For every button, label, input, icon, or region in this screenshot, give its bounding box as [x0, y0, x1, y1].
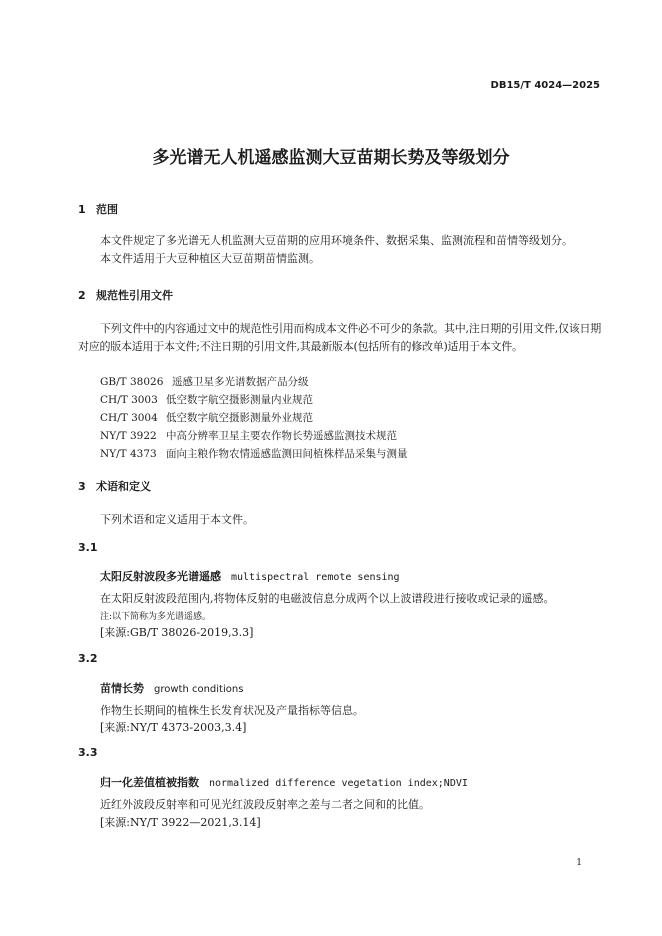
term-number: 3.2: [78, 652, 98, 665]
page-number: 1: [576, 858, 582, 868]
section-number: 3: [78, 480, 86, 493]
term-entry: [100, 565, 400, 584]
term-english: multispectral remote sensing: [231, 572, 400, 583]
reference-title: 低空数字航空摄影测量内业规范: [166, 394, 313, 406]
term-source: [来源:GB/T 38026-2019,3.3]: [100, 626, 254, 639]
reference-title: 面向主粮作物农情遥感监测田间植株样品采集与测量: [166, 448, 408, 460]
reference-title: 低空数字航空摄影测量外业规范: [166, 412, 313, 424]
references-intro: 下列文件中的内容通过文中的规范性引用而构成本文件必不可少的条款。其中,注日期的引用文件,仅该日期对应的版本适用于本文件;不注日期的引用文件,其最新版本(包括所有的修改单)适用于本文件。: [78, 322, 601, 353]
scope-paragraph-2: 本文件适用于大豆种植区大豆苗期苗情监测。: [100, 252, 320, 265]
term-definition: 近红外波段反射率和可见光红波段反射率之差与二者之间和的比值。: [100, 798, 430, 811]
reference-code: NY/T 3922: [100, 430, 157, 442]
term-chinese: 归一化差值植被指数: [100, 776, 199, 789]
reference-code: CH/T 3004: [100, 412, 158, 424]
section-title: 术语和定义: [96, 480, 151, 493]
reference-item: [100, 409, 313, 427]
term-number: 3.1: [78, 541, 98, 554]
section-title: 范围: [96, 203, 118, 216]
terms-intro: 下列术语和定义适用于本文件。: [100, 513, 254, 526]
term-chinese: 苗情长势: [100, 682, 144, 695]
scope-paragraph-1: 本文件规定了多光谱无人机监测大豆苗期的应用环境条件、数据采集、监测流程和苗情等级划分。: [100, 234, 573, 247]
reference-code: NY/T 4373: [100, 448, 157, 460]
term-source: [来源:NY/T 3922—2021,3.14]: [100, 816, 261, 829]
term-chinese: 太阳反射波段多光谱遥感: [100, 570, 221, 583]
term-english: growth conditions: [154, 684, 244, 695]
section-number: 1: [78, 203, 86, 216]
reference-item: [100, 391, 313, 409]
reference-title: 中高分辨率卫星主要农作物长势遥感监测技术规范: [166, 430, 397, 442]
reference-item: [100, 427, 397, 445]
reference-title: 遥感卫星多光谱数据产品分级: [172, 376, 309, 388]
term-definition: 在太阳反射波段范围内,将物体反射的电磁波信息分成两个以上波谱段进行接收或记录的遥感。: [100, 592, 555, 605]
section-title: 规范性引用文件: [96, 289, 173, 302]
term-definition: 作物生长期间的植株生长发育状况及产量指标等信息。: [100, 704, 364, 717]
term-entry: [100, 677, 243, 696]
section-heading-scope: [78, 201, 118, 217]
document-title: 多光谱无人机遥感监测大豆苗期长势及等级划分: [152, 148, 510, 168]
section-heading-references: [78, 287, 173, 303]
document-code: DB15/T 4024—2025: [490, 80, 600, 91]
term-english: normalized difference vegetation index;NDVI: [209, 778, 468, 789]
section-number: 2: [78, 289, 86, 302]
term-number: 3.3: [78, 746, 98, 759]
reference-item: [100, 373, 309, 391]
reference-code: GB/T 38026: [100, 376, 164, 388]
reference-code: CH/T 3003: [100, 394, 158, 406]
term-source: [来源:NY/T 4373-2003,3.4]: [100, 721, 247, 734]
section-heading-terms: [78, 478, 151, 494]
reference-item: [100, 445, 408, 463]
term-note: 注:以下简称为多光谱遥感。: [100, 612, 212, 622]
term-entry: [100, 771, 468, 790]
